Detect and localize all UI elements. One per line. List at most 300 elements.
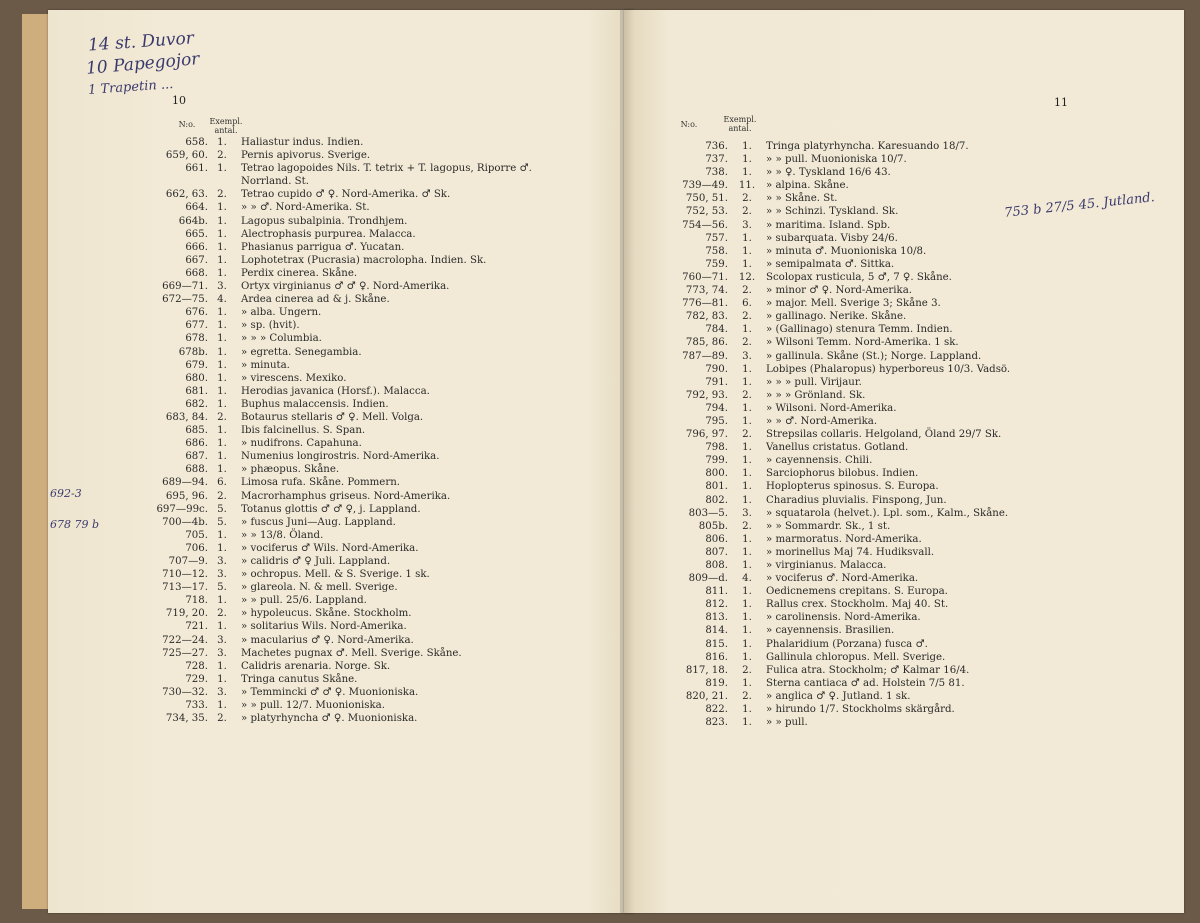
entry-count: 1.	[742, 704, 752, 716]
entry-count: 1.	[742, 586, 752, 598]
entry-number: 672—75.	[162, 294, 208, 306]
entry-count: 12.	[738, 271, 756, 283]
entry-count: 1.	[217, 398, 227, 410]
entry-number: 800.	[705, 468, 728, 480]
entry-count: 1.	[742, 232, 752, 244]
entry-count: 3.	[217, 647, 227, 659]
entry-row	[96, 556, 616, 569]
entry-number: 728.	[185, 660, 208, 672]
entry-count: 1.	[742, 533, 752, 545]
entry-text: » calidris ♂ ♀ Juli. Lappland.	[241, 556, 391, 567]
entry-count: 3.	[217, 634, 227, 646]
right-page	[624, 10, 1184, 913]
entry-row	[644, 521, 1164, 534]
entry-number: 817, 18.	[685, 664, 728, 676]
entry-text: Fulica atra. Stockholm; ♂ Kalmar 16/4.	[766, 664, 970, 676]
entry-text: Norrland. St.	[241, 176, 309, 188]
entry-count: 1.	[217, 202, 227, 214]
entry-row	[96, 360, 616, 373]
entry-row	[644, 272, 1164, 285]
entry-row	[644, 167, 1164, 180]
entry-row	[644, 337, 1164, 350]
entry-number: 815.	[705, 638, 728, 650]
entry-count: 5.	[217, 503, 227, 515]
entry-row	[96, 451, 616, 464]
entry-number: 658.	[185, 137, 208, 148]
entry-row	[644, 442, 1164, 455]
entry-count: 1.	[742, 402, 752, 414]
handwritten-note-line1: 14 st. Duvor	[87, 28, 195, 56]
entry-text: » hirundo 1/7. Stockholms skärgård.	[766, 704, 955, 716]
entry-row	[96, 425, 616, 438]
entry-number: 734, 35.	[165, 713, 208, 725]
entry-row	[644, 704, 1164, 717]
entry-number: 794.	[705, 402, 728, 414]
entry-row	[96, 294, 616, 307]
entry-text: Ibis falcinellus. S. Span.	[241, 425, 366, 437]
entry-row	[96, 635, 616, 648]
entry-count: 1.	[217, 333, 227, 345]
entry-count: 1.	[742, 442, 752, 454]
entry-row	[96, 229, 616, 242]
entry-count: 2.	[217, 608, 227, 620]
entry-count: 1.	[742, 546, 752, 558]
entry-count: 1.	[742, 258, 752, 270]
entry-text: » » ♀. Tyskland 16/6 43.	[766, 167, 891, 179]
entry-number: 819.	[705, 677, 728, 689]
entry-count: 1.	[217, 425, 227, 437]
right-page-number: 11	[1054, 96, 1068, 109]
handwritten-margin-a: 692-3	[50, 487, 82, 500]
entry-number: 661.	[185, 163, 208, 175]
entry-count: 2.	[742, 429, 752, 441]
entry-count: 1.	[217, 267, 227, 279]
entry-text: Gallinula chloropus. Mell. Sverige.	[766, 651, 946, 663]
entry-row	[96, 347, 616, 360]
entry-text: Machetes pugnax ♂. Mell. Sverige. Skåne.	[241, 647, 462, 659]
entry-text: » » pull.	[766, 717, 808, 729]
handwritten-margin-b: 678 79 b	[50, 518, 100, 531]
entry-text: » » » Columbia.	[241, 333, 322, 345]
entry-number: 750, 51.	[685, 193, 728, 205]
entry-row	[96, 569, 616, 582]
entry-number: 782, 83.	[685, 311, 728, 323]
entry-number: 688.	[185, 464, 208, 476]
entry-text: Sterna cantiaca ♂ ad. Holstein 7/5 81.	[766, 677, 965, 689]
entry-count: 1.	[217, 241, 227, 253]
entry-text: » minuta ♂. Muonioniska 10/8.	[766, 245, 927, 257]
entry-row	[96, 320, 616, 333]
entry-number: 798.	[705, 442, 728, 454]
entry-row	[644, 351, 1164, 364]
entry-number: 679.	[185, 359, 208, 371]
entry-count: 2.	[742, 285, 752, 297]
entry-text: Macrorhamphus griseus. Nord-Amerika.	[241, 490, 451, 502]
entry-count: 2.	[742, 311, 752, 323]
entry-count: 1.	[217, 228, 227, 240]
entry-row	[644, 429, 1164, 442]
entry-row	[96, 504, 616, 517]
entry-text: » » » pull. Virijaur.	[766, 376, 862, 388]
entry-count: 1.	[217, 595, 227, 607]
entry-count: 2.	[217, 189, 227, 201]
entry-number: 754—56.	[682, 219, 728, 231]
entry-row	[96, 713, 616, 726]
entry-text: Ortyx virginianus ♂ ♂ ♀. Nord-Amerika.	[241, 281, 450, 293]
entry-text: » solitarius Wils. Nord-Amerika.	[241, 621, 407, 633]
entry-count: 1.	[217, 529, 227, 541]
entry-row	[96, 399, 616, 412]
entry-number: 812.	[705, 599, 728, 611]
entry-text: » » Sommardr. Sk., 1 st.	[766, 520, 891, 532]
entry-row	[644, 639, 1164, 652]
entry-row	[96, 438, 616, 451]
entry-row	[96, 530, 616, 543]
entry-number: 759.	[705, 258, 728, 270]
entry-number: 719, 20.	[165, 608, 208, 620]
entry-count: 1.	[742, 677, 752, 689]
entry-number: 669—71.	[162, 281, 208, 293]
entry-count: 3.	[742, 219, 752, 231]
entry-text: Alectrophasis purpurea. Malacca.	[241, 228, 416, 240]
entry-count: 2.	[742, 664, 752, 676]
entry-text: Numenius longirostris. Nord-Amerika.	[241, 451, 440, 463]
entry-count: 1.	[217, 464, 227, 476]
entry-number: 808.	[705, 560, 728, 571]
entry-text: Tringa canutus Skåne.	[241, 673, 358, 685]
entry-text: » marmoratus. Nord-Amerika.	[766, 533, 922, 545]
entry-count: 1.	[742, 625, 752, 637]
entry-row	[644, 154, 1164, 167]
entry-count: 1.	[742, 599, 752, 611]
entry-row	[96, 163, 616, 176]
entry-count: 1.	[217, 320, 227, 332]
entry-text: » nudifrons. Capahuna.	[241, 438, 362, 450]
entry-count: 6.	[742, 298, 752, 310]
entry-number: 683, 84.	[165, 411, 208, 423]
entry-number: 725—27.	[162, 647, 208, 659]
entry-count: 1.	[742, 481, 752, 493]
entry-count: 3.	[217, 686, 227, 698]
entry-row	[96, 333, 616, 346]
entry-number: 710—12.	[162, 569, 208, 581]
entry-number: 729.	[185, 673, 208, 685]
entry-count: 1.	[217, 451, 227, 463]
entry-count: 3.	[217, 281, 227, 293]
entry-number: 697—99c.	[156, 503, 208, 515]
entry-row	[644, 285, 1164, 298]
entry-text: » minuta.	[241, 359, 290, 371]
entry-count: 6.	[217, 477, 227, 489]
entry-text: Phasianus parrigua ♂. Yucatan.	[241, 241, 405, 253]
left-col-count-header: Exempl. antal.	[209, 117, 243, 135]
entry-count: 1.	[742, 494, 752, 506]
entry-text: Herodias javanica (Horsf.). Malacca.	[241, 385, 430, 397]
entry-number: 796, 97.	[685, 429, 728, 441]
entry-number: 695, 96.	[165, 490, 208, 502]
entry-count: 1.	[217, 254, 227, 266]
entry-count: 2.	[742, 193, 752, 205]
entry-count: 4.	[217, 294, 227, 306]
entry-row	[644, 259, 1164, 272]
entry-text: » major. Mell. Sverige 3; Skåne 3.	[766, 298, 941, 310]
entry-text: » glareola. N. & mell. Sverige.	[241, 582, 398, 594]
entry-count: 1.	[742, 415, 752, 427]
entry-count: 3.	[742, 350, 752, 362]
entry-text: » Temmincki ♂ ♂ ♀. Muonioniska.	[241, 686, 419, 698]
entry-text: » subarquata. Visby 24/6.	[766, 232, 898, 244]
entry-count: 1.	[742, 612, 752, 624]
entry-number: 686.	[185, 438, 208, 450]
entry-number: 738.	[705, 167, 728, 179]
entry-count: 1.	[742, 141, 752, 152]
right-entry-list	[644, 141, 1164, 730]
entry-row	[644, 403, 1164, 416]
entry-number: 792, 93.	[685, 389, 728, 401]
entry-text: » » ♂. Nord-Amerika.	[766, 415, 878, 427]
entry-text: Rallus crex. Stockholm. Maj 40. St.	[766, 599, 949, 611]
entry-text: » hypoleucus. Skåne. Stockholm.	[241, 608, 412, 620]
entry-count: 1.	[742, 363, 752, 375]
entry-text: Lophotetrax (Pucrasia) macrolopha. Indien. Sk.	[241, 254, 487, 266]
entry-row	[96, 700, 616, 713]
entry-number: 807.	[705, 546, 728, 558]
entry-number: 811.	[705, 586, 728, 598]
entry-count: 5.	[217, 516, 227, 528]
entry-text: » carolinensis. Nord-Amerika.	[766, 612, 921, 624]
entry-row	[96, 281, 616, 294]
entry-count: 2.	[217, 713, 227, 725]
entry-row	[96, 255, 616, 268]
entry-row	[644, 534, 1164, 547]
entry-text: » ochropus. Mell. & S. Sverige. 1 sk.	[241, 569, 430, 581]
entry-number: 784.	[705, 324, 728, 336]
entry-number: 787—89.	[682, 350, 728, 362]
entry-row	[644, 311, 1164, 324]
entry-number: 736.	[705, 141, 728, 152]
entry-row	[644, 246, 1164, 259]
entry-number: 700—4b.	[162, 516, 208, 528]
entry-row	[96, 621, 616, 634]
right-col-count-header: Exempl. antal.	[723, 115, 757, 133]
entry-text: » » ♂. Nord-Amerika. St.	[241, 202, 370, 214]
entry-text: Totanus glottis ♂ ♂ ♀, j. Lappland.	[241, 503, 421, 515]
entry-text: » minor ♂ ♀. Nord-Amerika.	[766, 285, 913, 297]
entry-count: 1.	[217, 372, 227, 384]
entry-number: 757.	[705, 232, 728, 244]
entry-row	[644, 364, 1164, 377]
entry-row	[96, 543, 616, 556]
entry-row	[96, 307, 616, 320]
entry-number: 823.	[705, 717, 728, 729]
left-entry-list	[96, 137, 616, 726]
entry-row	[644, 547, 1164, 560]
entry-count: 1.	[742, 376, 752, 388]
entry-text: » sp. (hvit).	[241, 320, 300, 332]
entry-text: » morinellus Maj 74. Hudiksvall.	[766, 546, 935, 558]
entry-row	[96, 687, 616, 700]
entry-row	[644, 468, 1164, 481]
entry-count: 2.	[217, 411, 227, 423]
left-page-number: 10	[172, 94, 186, 107]
entry-row	[96, 386, 616, 399]
entry-number: 705.	[185, 529, 208, 541]
entry-row	[644, 455, 1164, 468]
entry-number: 758.	[705, 245, 728, 257]
entry-number: 682.	[185, 398, 208, 410]
entry-text: Strepsilas collaris. Helgoland, Öland 29/7 Sk.	[766, 429, 1002, 441]
entry-number: 667.	[185, 254, 208, 266]
entry-number: 665.	[185, 228, 208, 240]
entry-text: » » pull. 25/6. Lappland.	[241, 595, 367, 607]
entry-row	[96, 150, 616, 163]
entry-row	[644, 573, 1164, 586]
entry-row	[644, 560, 1164, 573]
entry-count: 4.	[742, 573, 752, 585]
entry-count: 2.	[217, 150, 227, 162]
entry-row	[644, 691, 1164, 704]
entry-row	[644, 390, 1164, 403]
entry-row	[96, 582, 616, 595]
entry-number: 773, 74.	[685, 285, 728, 297]
entry-text: Ardea cinerea ad & j. Skåne.	[241, 294, 390, 306]
right-col-no-header: N:o.	[680, 120, 698, 129]
entry-count: 1.	[217, 542, 227, 554]
entry-count: 11.	[738, 180, 756, 192]
entry-number: 676.	[185, 307, 208, 319]
entry-number: 677.	[185, 320, 208, 332]
entry-row	[644, 652, 1164, 665]
entry-count: 2.	[742, 690, 752, 702]
entry-count: 1.	[742, 560, 752, 571]
entry-row	[96, 608, 616, 621]
left-col-no-header: N:o.	[178, 120, 196, 129]
entry-count: 3.	[742, 507, 752, 519]
entry-text: » maritima. Island. Spb.	[766, 219, 891, 231]
entry-text: Oedicnemens crepitans. S. Europa.	[766, 586, 948, 598]
entry-text: » anglica ♂ ♀. Jutland. 1 sk.	[766, 690, 911, 702]
entry-text: » » pull. 12/7. Muonioniska.	[241, 700, 385, 712]
entry-text: » » 13/8. Öland.	[241, 529, 324, 541]
entry-row	[96, 648, 616, 661]
entry-count: 1.	[217, 660, 227, 672]
entry-number: 752, 53.	[685, 206, 728, 218]
entry-count: 1.	[217, 385, 227, 397]
entry-number: 803—5.	[688, 507, 728, 519]
entry-count: 1.	[217, 163, 227, 175]
entry-text: » » pull. Muonioniska 10/7.	[766, 154, 907, 166]
entry-row	[644, 586, 1164, 599]
entry-row	[644, 612, 1164, 625]
entry-count: 1.	[742, 651, 752, 663]
entry-number: 718.	[185, 595, 208, 607]
entry-count: 3.	[217, 569, 227, 581]
entry-text: » alba. Ungern.	[241, 307, 322, 319]
entry-number: 802.	[705, 494, 728, 506]
entry-row	[96, 137, 616, 150]
entry-text: Hoplopterus spinosus. S. Europa.	[766, 481, 939, 493]
entry-number: 689—94.	[162, 477, 208, 489]
entry-count: 1.	[742, 638, 752, 650]
entry-row	[96, 242, 616, 255]
entry-number: 776—81.	[682, 298, 728, 310]
entry-text: » cayennensis. Chili.	[766, 455, 873, 467]
entry-text: Lagopus subalpinia. Trondhjem.	[241, 215, 408, 227]
entry-count: 2.	[217, 490, 227, 502]
entry-number: 687.	[185, 451, 208, 463]
entry-row	[644, 298, 1164, 311]
handwritten-note-line2: 10 Papegojor	[85, 49, 201, 79]
entry-row	[644, 678, 1164, 691]
entry-row	[644, 377, 1164, 390]
entry-text: Limosa rufa. Skåne. Pommern.	[241, 477, 400, 489]
entry-row	[96, 517, 616, 530]
entry-number: 805b.	[698, 520, 728, 532]
entry-row	[96, 268, 616, 281]
entry-number: 790.	[705, 363, 728, 375]
entry-text: Charadius pluvialis. Finspong, Jun.	[766, 494, 947, 506]
entry-number: 801.	[705, 481, 728, 493]
handwritten-right-note: 753 b 27/5 45. Jutland.	[1003, 190, 1156, 221]
entry-text: » Wilsoni. Nord-Amerika.	[766, 402, 897, 414]
entry-number: 664b.	[178, 215, 208, 227]
entry-number: 733.	[185, 700, 208, 712]
entry-count: 1.	[217, 215, 227, 227]
entry-number: 791.	[705, 376, 728, 388]
entry-row	[96, 202, 616, 215]
entry-row	[96, 464, 616, 477]
entry-text: » vociferus ♂. Nord-Amerika.	[766, 573, 919, 585]
entry-count: 1.	[742, 717, 752, 729]
entry-count: 1.	[742, 154, 752, 166]
entry-count: 3.	[217, 556, 227, 567]
entry-number: 678.	[185, 333, 208, 345]
entry-count: 1.	[742, 245, 752, 257]
entry-number: 795.	[705, 415, 728, 427]
entry-count: 1.	[217, 621, 227, 633]
entry-row	[644, 416, 1164, 429]
entry-number: 739—49.	[682, 180, 728, 192]
entry-text: » » Schinzi. Tyskland. Sk.	[766, 206, 899, 218]
entry-text: Tringa platyrhyncha. Karesuando 18/7.	[766, 141, 969, 152]
left-page	[48, 10, 634, 913]
entry-row	[644, 495, 1164, 508]
entry-text: » vociferus ♂ Wils. Nord-Amerika.	[241, 542, 419, 554]
entry-count: 2.	[742, 337, 752, 349]
entry-text: Phalaridium (Porzana) fusca ♂.	[766, 638, 928, 650]
entry-number: 799.	[705, 455, 728, 467]
entry-row	[644, 481, 1164, 494]
entry-number: 685.	[185, 425, 208, 437]
entry-text: » phæopus. Skåne.	[241, 464, 340, 476]
entry-text: Lobipes (Phalaropus) hyperboreus 10/3. Vadsö.	[766, 363, 1011, 375]
entry-text: Scolopax rusticula, 5 ♂, 7 ♀. Skåne.	[766, 271, 952, 283]
entry-count: 1.	[742, 455, 752, 467]
entry-row	[644, 717, 1164, 730]
entry-number: 820, 21.	[685, 690, 728, 702]
entry-number: 721.	[185, 621, 208, 633]
entry-row	[96, 373, 616, 386]
entry-row	[644, 233, 1164, 246]
entry-number: 730—32.	[162, 686, 208, 698]
entry-row	[96, 477, 616, 490]
entry-row	[96, 176, 616, 189]
entry-row	[644, 599, 1164, 612]
entry-number: 681.	[185, 385, 208, 397]
entry-text: » macularius ♂ ♀. Nord-Amerika.	[241, 634, 414, 646]
entry-number: 713—17.	[162, 582, 208, 594]
entry-number: 809—d.	[688, 573, 728, 585]
